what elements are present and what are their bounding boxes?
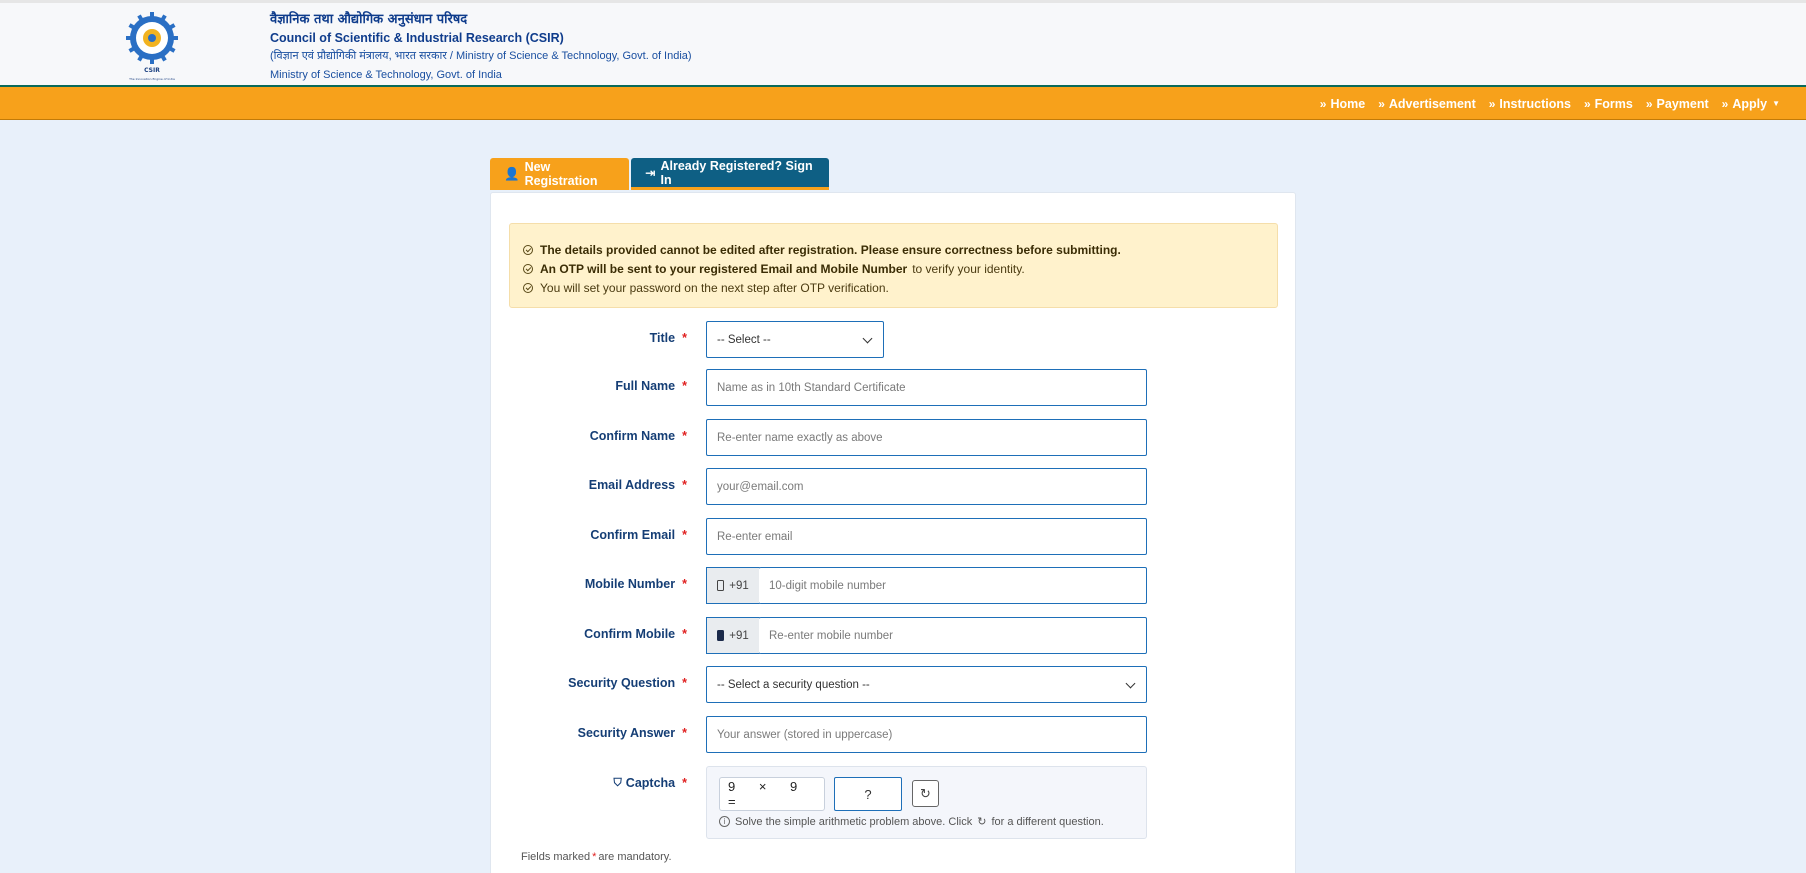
confirm-mobile-row [491,617,1297,654]
caret-down-icon: ▼ [1772,99,1780,108]
confirm-mobile-prefix: +91 [706,617,760,654]
check-circle-icon [523,283,533,293]
security-answer-label: Security Answer * [577,726,687,740]
mobile-row [491,567,1297,604]
phone-filled-icon [717,630,724,641]
shield-icon: ⛉ [613,776,622,789]
ministry-line: Ministry of Science & Technology, Govt. of India [270,69,502,81]
main-nav [0,87,1806,120]
mandatory-note: Fields marked * are mandatory. [521,851,672,863]
double-chevron-icon: » [1378,96,1383,111]
captcha-row [491,766,1297,839]
email-row [491,468,1297,505]
security-question-select[interactable]: -- Select a security question -- [706,666,1147,703]
check-circle-icon [523,264,533,274]
double-chevron-icon: » [1645,96,1651,111]
registration-notice [509,223,1278,308]
registration-card [490,192,1296,873]
logo-caption: CSIR [144,67,160,74]
full-name-label: Full Name * [615,379,687,393]
confirm-name-label: Confirm Name * [589,429,687,443]
mobile-prefix: +91 [706,567,760,604]
nav-home[interactable]: » Home [1319,96,1366,111]
email-label: Email Address * [588,478,687,492]
confirm-email-row [491,518,1297,555]
csir-logo[interactable] [126,12,178,84]
phone-icon [717,580,724,591]
captcha-expression: 9 × 9 = [719,777,825,811]
refresh-icon: ↻ [920,785,931,801]
captcha-refresh-button[interactable] [912,780,939,807]
security-answer-row [491,716,1297,753]
tab-sign-in[interactable]: ⇥ Already Registered? Sign In [631,158,829,190]
notice-line-otp: An OTP will be sent to your registered Email and Mobile Number to verify your identity. [523,259,1264,278]
double-chevron-icon: » [1583,96,1589,111]
chevron-down-icon [1126,679,1136,689]
info-icon: i [719,816,730,827]
nav-payment[interactable]: » Payment [1645,96,1709,111]
nav-forms[interactable]: » Forms [1583,96,1633,111]
org-hindi-title: वैज्ञानिक तथा औद्योगिक अनुसंधान परिषद [270,12,468,27]
mobile-input[interactable]: 10-digit mobile number [759,567,1147,604]
email-input[interactable]: your@email.com [706,468,1147,505]
confirm-mobile-label: Confirm Mobile * [584,627,687,641]
title-row [491,321,1297,358]
add-user-icon: 👤 [504,166,520,181]
captcha-answer-input[interactable]: ? [834,777,902,811]
chevron-down-icon [863,334,873,344]
org-title: Council of Scientific & Industrial Research (CSIR) [270,31,564,45]
security-question-label: Security Question * [568,676,687,690]
check-circle-icon [523,245,533,255]
captcha-label: ⛉ Captcha * [613,776,687,790]
confirm-name-input[interactable]: Re-enter name exactly as above [706,419,1147,456]
notice-line-password: You will set your password on the next step after OTP verification. [523,278,1264,297]
site-header [0,3,1806,87]
sign-in-icon: ⇥ [645,166,656,180]
notice-line-edit: The details provided cannot be edited after registration. Please ensure correctness before submitting. [523,240,1264,259]
title-select[interactable]: -- Select -- [706,321,884,358]
org-subtitle: (विज्ञान एवं प्रौद्योगिकी मंत्रालय, भारत सरकार / Ministry of Science & Technology, Govt. of India) [270,50,692,62]
confirm-name-row [491,419,1297,456]
nav-instructions[interactable]: » Instructions [1488,96,1571,111]
tab-new-registration[interactable]: 👤 New Registration [490,158,629,190]
nav-apply-dropdown[interactable]: » Apply ▼ [1721,96,1780,111]
security-answer-input[interactable]: Your answer (stored in uppercase) [706,716,1147,753]
refresh-icon: ↻ [977,816,987,828]
mobile-label: Mobile Number * [584,577,687,591]
captcha-help: i Solve the simple arithmetic problem above. Click ↻ for a different question. [719,815,1104,828]
double-chevron-icon: » [1319,96,1325,111]
full-name-input[interactable]: Name as in 10th Standard Certificate [706,369,1147,406]
confirm-mobile-input[interactable]: Re-enter mobile number [759,617,1147,654]
double-chevron-icon: » [1488,96,1494,111]
full-name-row [491,369,1297,406]
confirm-email-input[interactable]: Re-enter email [706,518,1147,555]
logo-tagline: The Innovation Engine of India [129,77,175,81]
captcha-box [706,766,1147,839]
nav-advertisement[interactable]: » Advertisement [1378,96,1476,111]
double-chevron-icon: » [1721,96,1727,111]
registration-tabs [490,158,829,190]
confirm-email-label: Confirm Email * [590,528,687,542]
security-question-row [491,666,1297,703]
title-label: Title * [649,331,687,345]
